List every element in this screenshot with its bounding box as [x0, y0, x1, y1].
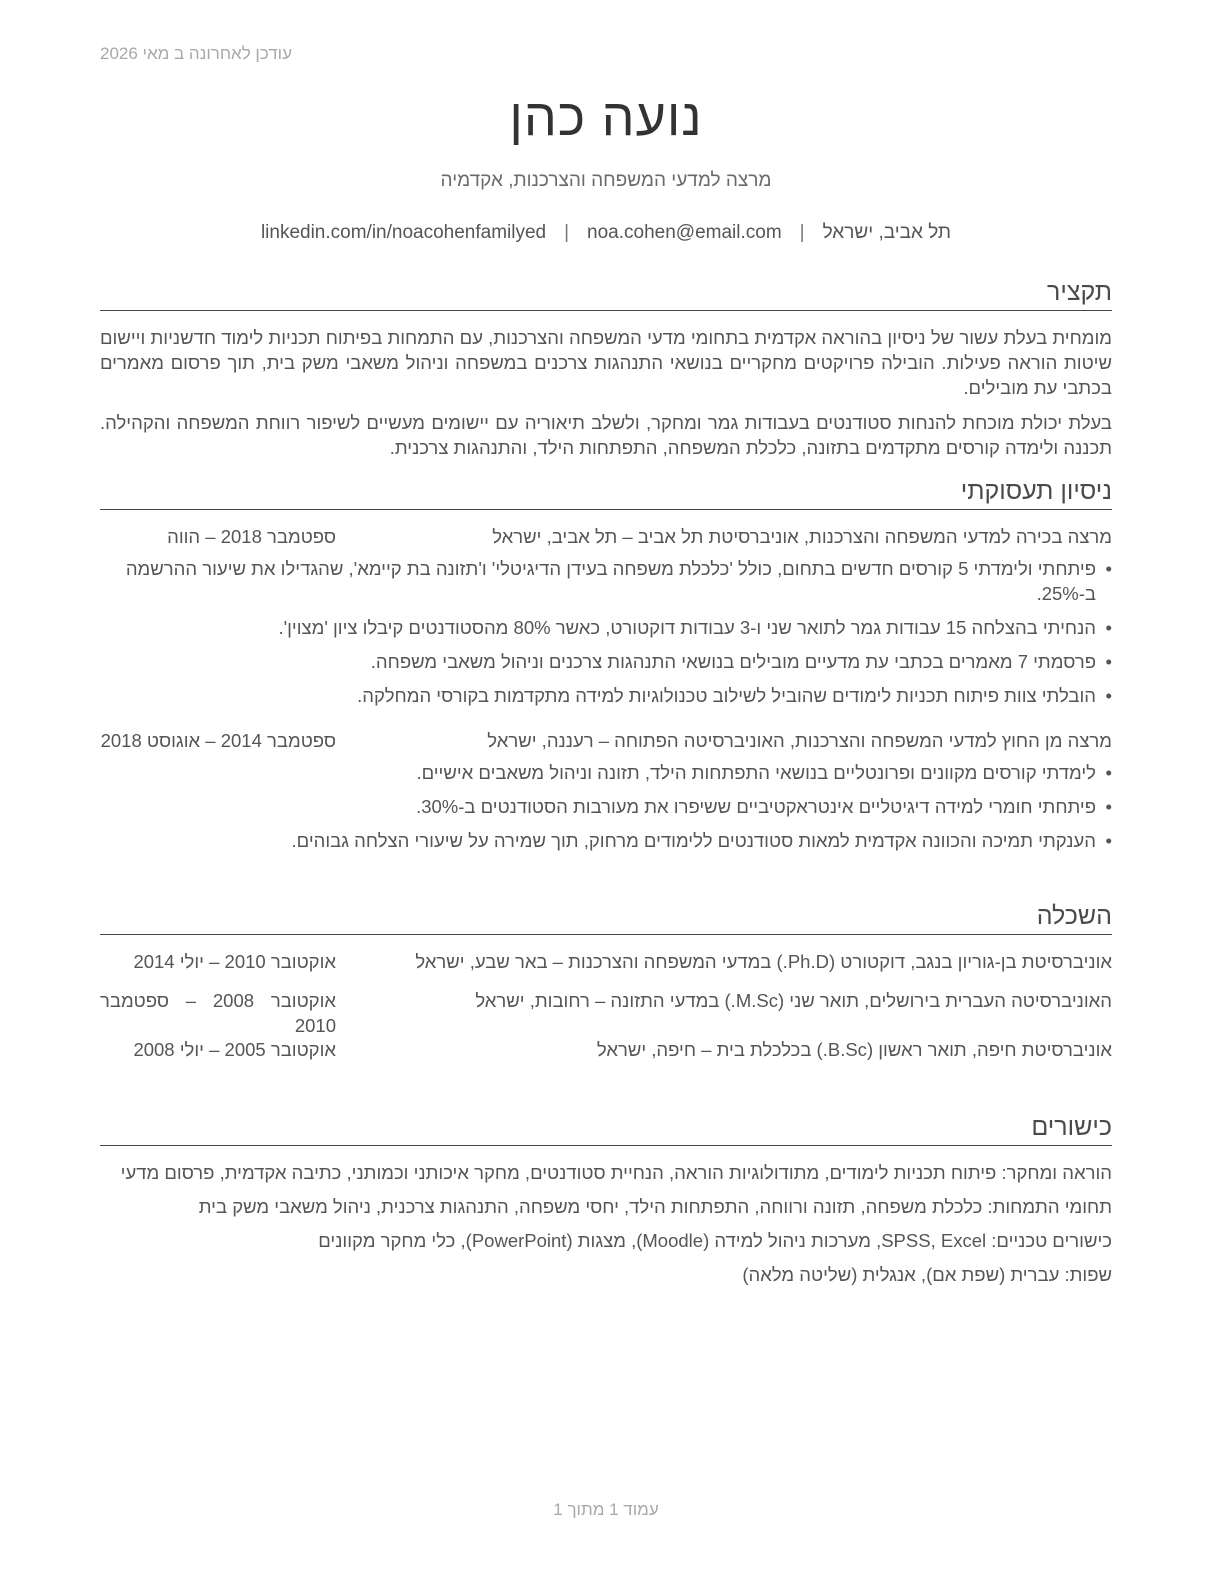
job-header	[100, 524, 1112, 549]
email-link[interactable]: noa.cohen@email.com	[587, 222, 782, 243]
job-dates: ספטמבר 2018 – הווה	[167, 526, 336, 547]
job-role: מרצה מן החוץ למדעי המשפחה והצרכנות, האוניברסיטה הפתוחה – רעננה, ישראל	[487, 730, 1112, 751]
education-dates: אוקטובר 2010 – יולי 2014	[133, 951, 336, 972]
summary-paragraph: מומחית בעלת עשור של ניסיון בהוראה אקדמית בתחומי מדעי המשפחה והצרכנות, עם התמחות בפיתוח תכניות לימוד חדשניות ויישום שיטות הוראה פעילות. הובילה פרויקטים מחקריים בנושאי התנהגות צרכנים במשפחה וניהול משאבי משק בית, תוך פרסום מאמרים בכתבי עת מובילים.	[100, 327, 1112, 398]
skills-section	[100, 1111, 1112, 1296]
education-heading: השכלה	[100, 900, 1112, 935]
list-item: • פיתחתי חומרי למידה דיגיטליים אינטראקטיביים ששיפרו את מעורבות הסטודנטים ב-30%.	[100, 794, 1112, 819]
contact-separator: |	[799, 222, 805, 243]
list-item: • פיתחתי ולימדתי 5 קורסים חדשים בתחום, כולל 'כלכלת משפחה בעידן הדיגיטלי' ו'תזונה בת קיימא', שהגדילו את שיעור ההרשמה ב-25%.	[100, 556, 1112, 606]
experience-heading: ניסיון תעסוקתי	[100, 475, 1112, 510]
education-dates: אוקטובר 2008 – ספטמבר 2010	[100, 990, 336, 1036]
skills-line: שפות: עברית (שפת אם), אנגלית (שליטה מלאה)	[742, 1264, 1112, 1285]
education-item	[100, 949, 1112, 974]
education-dates: אוקטובר 2005 – יולי 2008	[133, 1039, 336, 1060]
list-item: • לימדתי קורסים מקוונים ופרונטליים בנושאי התפתחות הילד, תזונה וניהול משאבים אישיים.	[100, 760, 1112, 785]
candidate-title: מרצה למדעי המשפחה והצרכנות, אקדמיה	[440, 170, 772, 191]
list-item: • הנחיתי בהצלחה 15 עבודות גמר לתואר שני ו-3 עבודות דוקטורט, כאשר 80% מהסטודנטים קיבלו ציון 'מצוין'.	[100, 615, 1112, 640]
education-text: אוניברסיטת בן-גוריון בנגב, דוקטורט (Ph.D.) במדעי המשפחה והצרכנות – באר שבע, ישראל	[415, 951, 1112, 972]
summary-heading: תקציר	[100, 276, 1112, 311]
location-text: תל אביב, ישראל	[822, 222, 952, 243]
job-bullets	[100, 760, 1112, 853]
skills-heading: כישורים	[100, 1111, 1112, 1146]
last-updated: עודכן לאחרונה ב מאי 2026	[100, 44, 292, 63]
list-item: • פרסמתי 7 מאמרים בכתבי עת מדעיים מובילים בנושאי התנהגות צרכנים וניהול משאבי משפחה.	[100, 649, 1112, 674]
education-section	[100, 900, 1112, 1062]
education-text: האוניברסיטה העברית בירושלים, תואר שני (M.Sc.) במדעי התזונה – רחובות, ישראל	[475, 990, 1112, 1011]
education-text: אוניברסיטת חיפה, תואר ראשון (B.Sc.) בכלכלת בית – חיפה, ישראל	[596, 1039, 1112, 1060]
job-role: מרצה בכירה למדעי המשפחה והצרכנות, אוניברסיטת תל אביב – תל אביב, ישראל	[492, 526, 1112, 547]
skills-line: תחומי התמחות: כלכלת משפחה, תזונה ורווחה, התפתחות הילד, יחסי משפחה, התנהגות צרכנית, ניהול משאבי משק בית	[198, 1196, 1112, 1217]
contact-separator: |	[564, 222, 570, 243]
education-item	[100, 1037, 1112, 1062]
contact-line	[100, 222, 1112, 244]
linkedin-link[interactable]: linkedin.com/in/noacohenfamilyed	[260, 222, 547, 243]
job-bullets	[100, 556, 1112, 708]
list-item: • הענקתי תמיכה והכוונה אקדמית למאות סטודנטים ללימודים מרחוק, תוך שמירה על שיעורי הצלחה גבוהים.	[100, 828, 1112, 853]
job-dates: ספטמבר 2014 – אוגוסט 2018	[100, 730, 336, 751]
skills-line: כישורים טכניים: SPSS, Excel, מערכות ניהול למידה (Moodle), מצגות (PowerPoint), כלי מחקר מקוונים	[318, 1230, 1112, 1251]
resume-page	[100, 0, 1112, 1584]
list-item: • הובלתי צוות פיתוח תכניות לימודים שהוביל לשילוב טכנולוגיות למידה מתקדמות בקורסי המחלקה.	[100, 683, 1112, 708]
experience-section	[100, 475, 1112, 862]
page-number: עמוד 1 מתוך 1	[553, 1500, 659, 1519]
summary-section	[100, 276, 1112, 460]
summary-paragraph: בעלת יכולת מוכחת להנחות סטודנטים בעבודות גמר ומחקר, ולשלב תיאוריה עם יישומים מעשיים לשיפור רווחת המשפחה והקהילה. תכננה ולימדה קורסים מתקדמים בתזונה, כלכלת המשפחה, התפתחות הילד, והתנהגות צרכנית.	[100, 412, 1112, 458]
education-item	[100, 988, 1112, 1036]
candidate-name: נועה כהן	[509, 89, 703, 147]
skills-line: הוראה ומחקר: פיתוח תכניות לימודים, מתודולוגיות הוראה, הנחיית סטודנטים, מחקר איכותני וכמותני, כתיבה אקדמית, פרסום מדעי	[120, 1162, 1112, 1183]
job-header	[100, 728, 1112, 753]
